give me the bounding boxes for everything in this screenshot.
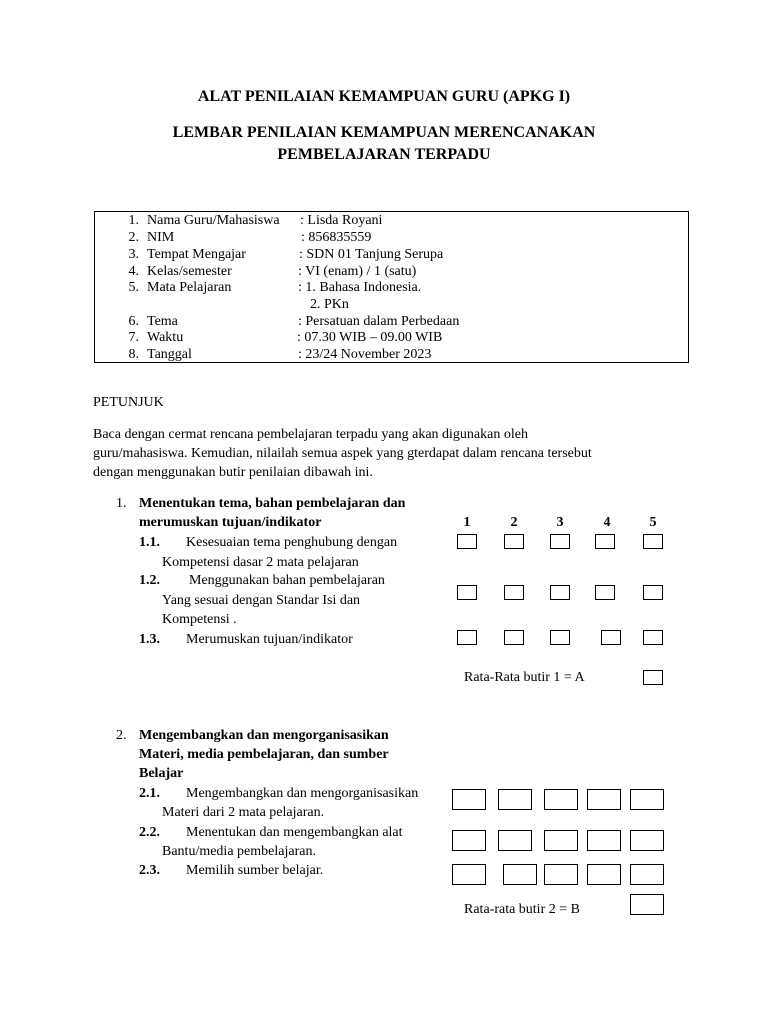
- info-value: 2. PKn: [310, 297, 349, 312]
- instructions-line: dengan menggunakan butir penilaian dibawah ini.: [93, 465, 373, 480]
- info-value: : 856835559: [301, 230, 372, 245]
- form-title-line2: PEMBELAJARAN TERPADU: [277, 146, 491, 163]
- item-text: Kompetensi .: [162, 612, 237, 627]
- average-label: Rata-Rata butir 1 = A: [464, 670, 585, 685]
- item-number: 2.1.: [139, 786, 160, 801]
- info-value: : VI (enam) / 1 (satu): [298, 264, 417, 279]
- section-title: Belajar: [139, 766, 184, 781]
- section-number: 2.: [116, 728, 127, 743]
- info-num: 6.: [128, 314, 139, 329]
- item-number: 1.2.: [139, 573, 160, 588]
- scale-header-2: 2: [510, 515, 518, 530]
- info-value: : SDN 01 Tanjung Serupa: [299, 247, 444, 262]
- info-value: : 07.30 WIB – 09.00 WIB: [297, 330, 443, 345]
- item-text: Materi dari 2 mata pelajaran.: [162, 805, 325, 820]
- item-text: Kesesuaian tema penghubung dengan: [186, 535, 398, 550]
- score-box[interactable]: [457, 534, 477, 549]
- section-title: Menentukan tema, bahan pembelajaran dan: [139, 496, 406, 511]
- item-text: Mengembangkan dan mengorganisasikan: [186, 786, 419, 801]
- score-box[interactable]: [643, 534, 663, 549]
- info-label: NIM: [147, 230, 175, 245]
- score-box[interactable]: [457, 630, 477, 645]
- info-value: : Persatuan dalam Perbedaan: [298, 314, 460, 329]
- section-number: 1.: [116, 496, 127, 511]
- info-num: 1.: [128, 213, 139, 228]
- info-label: Kelas/semester: [147, 264, 232, 279]
- item-number: 1.3.: [139, 632, 160, 647]
- score-box[interactable]: [595, 585, 615, 600]
- info-label: Mata Pelajaran: [147, 280, 232, 295]
- score-box[interactable]: [452, 864, 486, 885]
- item-text: Bantu/media pembelajaran.: [162, 844, 316, 859]
- info-num: 8.: [128, 347, 139, 362]
- score-box[interactable]: [498, 789, 532, 810]
- item-text: Memilih sumber belajar.: [186, 863, 324, 878]
- info-label: Tanggal: [147, 347, 192, 362]
- score-box[interactable]: [504, 630, 524, 645]
- score-box[interactable]: [498, 830, 532, 851]
- score-box[interactable]: [630, 830, 664, 851]
- item-text: Kompetensi dasar 2 mata pelajaran: [162, 555, 359, 570]
- score-box[interactable]: [550, 585, 570, 600]
- item-text: Merumuskan tujuan/indikator: [186, 632, 353, 647]
- item-text: Menentukan dan mengembangkan alat: [186, 825, 403, 840]
- score-box[interactable]: [630, 789, 664, 810]
- info-label: Tempat Mengajar: [147, 247, 246, 262]
- score-box[interactable]: [504, 585, 524, 600]
- average-box[interactable]: [630, 894, 664, 915]
- section-title: Mengembangkan dan mengorganisasikan: [139, 728, 389, 743]
- score-box[interactable]: [504, 534, 524, 549]
- section-title: merumuskan tujuan/indikator: [139, 515, 322, 530]
- score-box[interactable]: [452, 789, 486, 810]
- average-label: Rata-rata butir 2 = B: [464, 902, 580, 917]
- info-value: : 1. Bahasa Indonesia.: [298, 280, 422, 295]
- item-text: Yang sesuai dengan Standar Isi dan: [162, 593, 361, 608]
- score-box[interactable]: [595, 534, 615, 549]
- document-title: ALAT PENILAIAN KEMAMPUAN GURU (APKG I): [197, 88, 571, 105]
- scale-header-5: 5: [649, 515, 657, 530]
- score-box[interactable]: [630, 864, 664, 885]
- info-label: Nama Guru/Mahasiswa: [147, 213, 280, 228]
- identity-box: [94, 211, 689, 363]
- info-value: : Lisda Royani: [300, 213, 383, 228]
- info-num: 7.: [128, 330, 139, 345]
- info-num: 5.: [128, 280, 139, 295]
- score-box[interactable]: [643, 585, 663, 600]
- item-number: 2.2.: [139, 825, 160, 840]
- info-label: Tema: [147, 314, 178, 329]
- score-box[interactable]: [544, 864, 578, 885]
- info-num: 3.: [128, 247, 139, 262]
- info-num: 4.: [128, 264, 139, 279]
- score-box[interactable]: [550, 534, 570, 549]
- instructions-heading: PETUNJUK: [93, 395, 164, 410]
- instructions-line: Baca dengan cermat rencana pembelajaran terpadu yang akan digunakan oleh: [93, 427, 528, 442]
- score-box[interactable]: [503, 864, 537, 885]
- instructions-line: guru/mahasiswa. Kemudian, nilailah semua aspek yang gterdapat dalam rencana tersebut: [93, 446, 592, 461]
- info-label: Waktu: [147, 330, 184, 345]
- item-text: Menggunakan bahan pembelajaran: [189, 573, 385, 588]
- info-value: : 23/24 November 2023: [298, 347, 432, 362]
- score-box[interactable]: [457, 585, 477, 600]
- score-box[interactable]: [587, 789, 621, 810]
- scale-header-3: 3: [556, 515, 564, 530]
- section-title: Materi, media pembelajaran, dan sumber: [139, 747, 389, 762]
- info-num: 2.: [128, 230, 139, 245]
- score-box[interactable]: [587, 864, 621, 885]
- score-box[interactable]: [601, 630, 621, 645]
- item-number: 2.3.: [139, 863, 160, 878]
- score-box[interactable]: [643, 630, 663, 645]
- score-box[interactable]: [452, 830, 486, 851]
- scale-header-4: 4: [603, 515, 611, 530]
- scale-header-1: 1: [463, 515, 471, 530]
- score-box[interactable]: [587, 830, 621, 851]
- score-box[interactable]: [544, 830, 578, 851]
- item-number: 1.1.: [139, 535, 160, 550]
- score-box[interactable]: [544, 789, 578, 810]
- average-box[interactable]: [643, 670, 663, 685]
- score-box[interactable]: [550, 630, 570, 645]
- form-title-line1: LEMBAR PENILAIAN KEMAMPUAN MERENCANAKAN: [172, 124, 596, 141]
